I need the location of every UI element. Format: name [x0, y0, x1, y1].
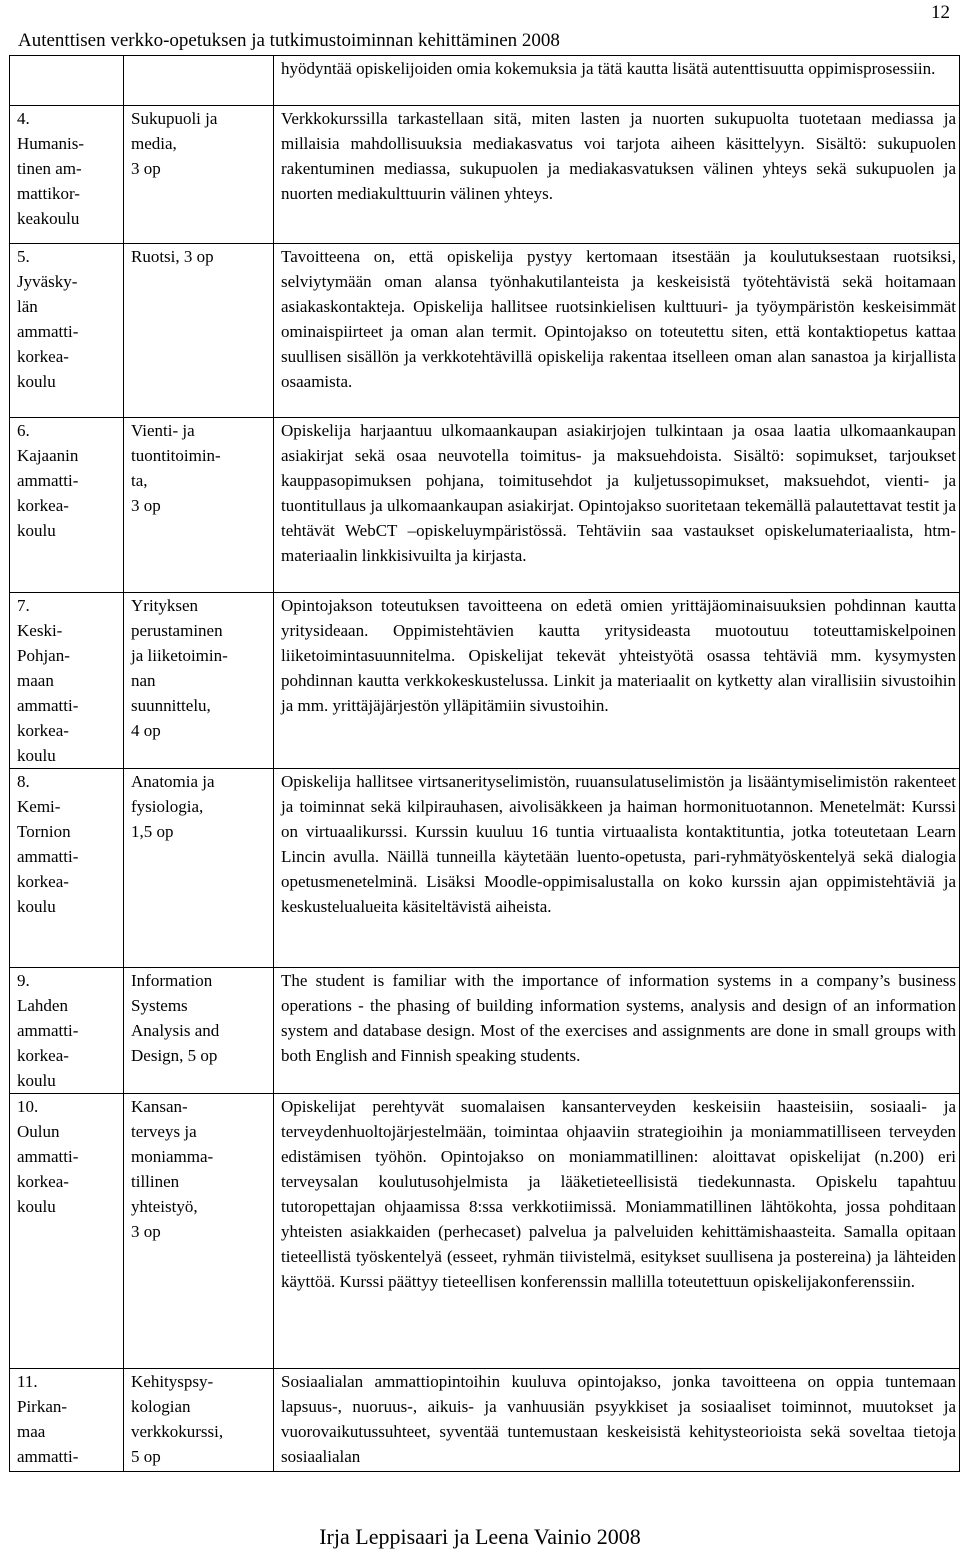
table-row	[10, 244, 960, 418]
course-name: Vienti- ja tuontitoimin- ta, 3 op	[131, 421, 221, 515]
description-cell	[274, 593, 960, 769]
document-header-title: Autenttisen verkko-opetuksen ja tutkimustoiminnan kehittäminen 2008	[18, 30, 560, 51]
school-cell	[10, 769, 124, 968]
course-name: Sukupuoli ja media, 3 op	[131, 109, 218, 178]
description-cell	[274, 968, 960, 1094]
school-cell	[10, 1094, 124, 1369]
course-cell	[124, 593, 274, 769]
course-description: Opintojakson toteutuksen tavoitteena on edetä omien yrittäjäominaisuuksien pohdinnan kautta yritysideaan. Oppimistehtävien kautta yritysideasta muotoutuu toteuttamiskelpoinen liiketoimintasuunnitelma. Opiskelijat tekevät yhteistyötä osassa tehtäviä mm. kysymysten pohdinnan kautta verkkokeskustelussa. Linkit ja materiaalit on kytketty alan virallisiin sivustoihin ja mm. yrittäjäjärjestön ylläpitämiin sivustoihin.	[281, 596, 956, 715]
school-name: 6. Kajaanin ammatti- korkea- koulu	[17, 421, 79, 540]
description-cell	[274, 106, 960, 244]
course-cell	[124, 106, 274, 244]
school-cell	[10, 593, 124, 769]
course-cell	[124, 968, 274, 1094]
school-cell	[10, 56, 124, 106]
school-cell	[10, 1369, 124, 1472]
table-row	[10, 593, 960, 769]
table-row	[10, 769, 960, 968]
course-name: Kehityspsy- kologian verkkokurssi, 5 op	[131, 1372, 224, 1466]
description-cell	[274, 1369, 960, 1472]
course-cell	[124, 244, 274, 418]
table-row	[10, 1369, 960, 1472]
school-cell	[10, 418, 124, 593]
course-name: Ruotsi, 3 op	[131, 247, 214, 266]
course-description: Verkkokurssilla tarkastellaan sitä, miten lasten ja nuorten sukupuolta tuotetaan mediassa ja millaisia mahdollisuuksia mediakasvatus voi tarjota aiheen käsittelyyn. Sisältö: sukupuolen rakentuminen mediassa, sukupuolen ja mediakasvatuksen välinen yhteys sekä sukupuolen ja nuorten mediakulttuurin välinen yhteys.	[281, 109, 956, 203]
footer-authors: Irja Leppisaari ja Leena Vainio 2008	[319, 1524, 641, 1549]
description-cell	[274, 1094, 960, 1369]
course-description: Opiskelija harjaantuu ulkomaankaupan asiakirjojen tulkintaan ja osaa laatia ulkomaankaupan asiakirjat sekä osaa neuvotella toimitus- ja maksuehdoista. Sisältö: sopimukset, tarjoukset kauppasopimuksen pohjana, toimitusehdot ja kuljetussopimukset, maksuehdot, vienti- ja tuontitullaus ja ulkomaankaupan asiakirjat. Opintojakso suoritetaan tekemällä palautettavat testit ja tehtävät WebCT –opiskeluympäristössä. Tehtäviin saa vastaukset opiskelumateriaalista, htm-materiaalin linkkisivuilta ja kirjasta.	[281, 421, 956, 565]
course-description: Sosiaalialan ammattiopintoihin kuuluva opintojakso, jonka tavoitteena on oppia tuntemaan lapsuus-, nuoruus-, aikuis- ja vanhuusiän psyykkiset ja sosiaaliset toiminnot, muutokset ja vuorovaikutussuhteet, syventää tuntemustaan keskeisistä kehitysteorioista sekä soveltaa tietoja sosiaalialan	[281, 1372, 956, 1466]
course-cell	[124, 1094, 274, 1369]
course-description: Opiskelija hallitsee virtsanerityselimistön, ruuansulatuselimistön ja lisääntymiselimistön rakenteet ja toiminnat sekä kilpirauhasen, aivolisäkkeen ja haiman hormonituotannon. Menetelmät: Kurssi on virtuaalikurssi. Kurssin kuuluu 16 tuntia virtuaalista kontaktituntia, jotka toteutetaan Learn Lincin avulla. Näillä tunneilla käytetään luento-opetusta, pari-ryhmätyöskentelyä sekä dialogia opetusmenetelminä. Lisäksi Moodle-oppimisalustalla on koko kurssin ajan oppimistehtäviä ja keskustelualueita käsiteltävistä aiheista.	[281, 772, 956, 916]
description-cell	[274, 418, 960, 593]
table-row	[10, 968, 960, 1094]
school-name: 10. Oulun ammatti- korkea- koulu	[17, 1097, 79, 1216]
course-description: hyödyntää opiskelijoiden omia kokemuksia ja tätä kautta lisätä autenttisuutta oppimisprosessiin.	[281, 59, 936, 78]
school-name: 5. Jyväsky- län ammatti- korkea- koulu	[17, 247, 79, 391]
description-cell	[274, 769, 960, 968]
course-table	[9, 55, 960, 1472]
table-row	[10, 418, 960, 593]
description-cell	[274, 244, 960, 418]
school-cell	[10, 244, 124, 418]
course-cell	[124, 1369, 274, 1472]
school-name: 8. Kemi- Tornion ammatti- korkea- koulu	[17, 772, 79, 916]
course-cell	[124, 418, 274, 593]
course-name: Kansan- terveys ja moniamma- tillinen yhteistyö, 3 op	[131, 1097, 214, 1241]
course-description: The student is familiar with the importance of information systems in a company’s business operations - the phasing of building information systems, analysis and design of an information system and database design. Most of the exercises and assignments are done in small groups with both English and Finnish speaking students.	[281, 971, 956, 1065]
school-cell	[10, 106, 124, 244]
school-name: 9. Lahden ammatti- korkea- koulu	[17, 971, 79, 1090]
course-cell	[124, 769, 274, 968]
course-description: Opiskelijat perehtyvät suomalaisen kansanterveyden keskeisiin haasteisiin, sosiaali- ja terveydenhuoltojärjestelmään, toimintaa ohjaaviin strategioihin ja moniammatilliseen terveyden edistämisen työhön. Opintojakso on moniammatillinen: aloittavat opiskelijat (n.200) eri terveysalan koulutusohjelmista ja lääketieteellisistä tiedekunnasta. Opiskelu tapahtuu tutoropettajan ohjaamissa 8:ssa verkkotiimissä. Moniammatillinen lähtökohta, jossa pohditaan yhteisten asiakkaiden (perhecaset) palvelua ja palveluiden kehittämishaasteita. Samalla opitaan tieteellistä työskentelyä (esseet, ryhmän tiivistelmä, esitykset suullisena ja postereina) ja lähteiden käyttöä. Kurssi päättyy tieteellisen konferenssin mallilla toteutettuun opiskelijakonferenssiin.	[281, 1097, 956, 1291]
table-row	[10, 106, 960, 244]
school-name: 4. Humanis- tinen am- mattikor- keakoulu	[17, 109, 85, 228]
course-name: Information Systems Analysis and Design, 5 op	[131, 971, 220, 1065]
table-row	[10, 1094, 960, 1369]
description-cell	[274, 56, 960, 106]
school-name: 7. Keski- Pohjan- maan ammatti- korkea- koulu	[17, 596, 79, 765]
course-cell	[124, 56, 274, 106]
course-name: Yrityksen perustaminen ja liiketoimin- nan suunnittelu, 4 op	[131, 596, 228, 740]
course-description: Tavoitteena on, että opiskelija pystyy kertomaan itsestään ja koulutuksestaan ruotsiksi, selviytymään oman alansa työnhakutilanteista ja keskeisistä työtehtävistä sekä hoitamaan asiakaskontakteja. Opiskelija hallitsee ruotsinkielisen kulttuuri- ja työympäristön keskeisimmät ominaispiirteet ja oman alan termit. Opintojakso on toteutettu siten, että kontaktiopetus kattaa suullisen sisällön ja verkkotehtävillä opiskelija rakentaa itselleen oman alan sanastoa ja kirjallista osaamista.	[281, 247, 956, 391]
page-number: 12	[931, 2, 950, 23]
school-name: 11. Pirkan- maa ammatti-	[17, 1372, 79, 1466]
school-cell	[10, 968, 124, 1094]
course-name: Anatomia ja fysiologia, 1,5 op	[131, 772, 215, 841]
table-row	[10, 56, 960, 106]
